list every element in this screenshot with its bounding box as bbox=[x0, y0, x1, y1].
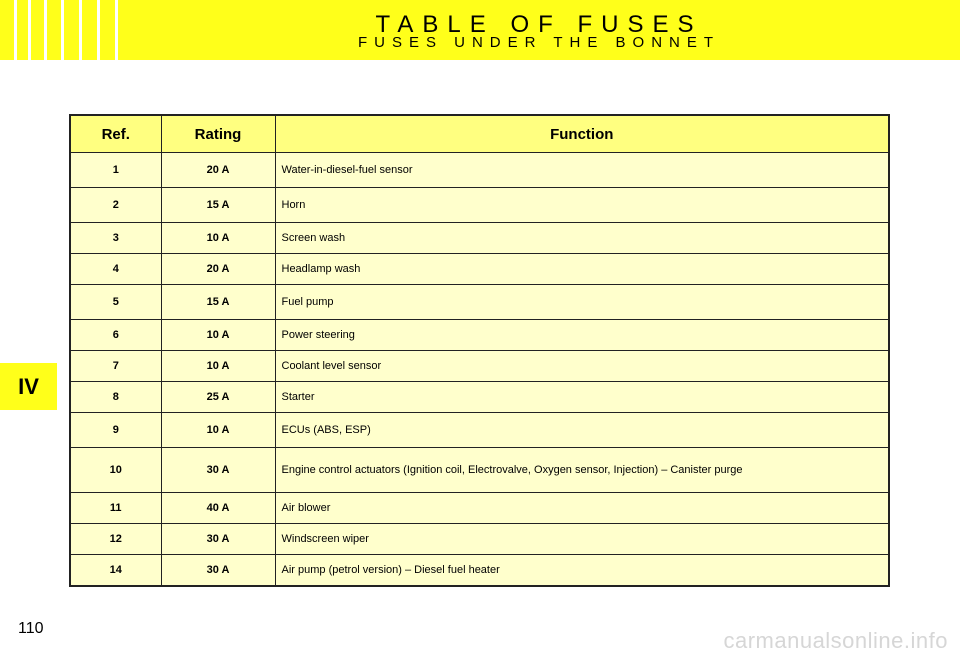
table-row bbox=[70, 285, 889, 320]
table-row bbox=[70, 524, 889, 555]
fuse-rating: 30 A bbox=[161, 524, 275, 555]
fuse-function: Fuel pump bbox=[275, 285, 889, 320]
table-row bbox=[70, 555, 889, 587]
fuse-ref: 11 bbox=[70, 493, 161, 524]
header-stripe bbox=[28, 0, 31, 60]
fuse-table bbox=[69, 114, 890, 587]
fuse-rating: 15 A bbox=[161, 188, 275, 223]
column-header-rating: Rating bbox=[161, 115, 275, 153]
fuse-rating: 20 A bbox=[161, 153, 275, 188]
fuse-function: Starter bbox=[275, 382, 889, 413]
chapter-tab: IV bbox=[0, 363, 57, 410]
fuse-function: Air pump (petrol version) – Diesel fuel heater bbox=[275, 555, 889, 587]
table-row bbox=[70, 320, 889, 351]
table-row bbox=[70, 223, 889, 254]
fuse-ref: 12 bbox=[70, 524, 161, 555]
fuse-function: Windscreen wiper bbox=[275, 524, 889, 555]
fuse-ref: 2 bbox=[70, 188, 161, 223]
page-title: TABLE OF FUSES bbox=[375, 11, 703, 38]
table-row bbox=[70, 254, 889, 285]
table-row bbox=[70, 382, 889, 413]
header-stripe bbox=[97, 0, 100, 60]
fuse-rating: 40 A bbox=[161, 493, 275, 524]
fuse-rating: 15 A bbox=[161, 285, 275, 320]
fuse-rating: 10 A bbox=[161, 320, 275, 351]
fuse-ref: 14 bbox=[70, 555, 161, 587]
table-row bbox=[70, 493, 889, 524]
fuse-function: ECUs (ABS, ESP) bbox=[275, 413, 889, 448]
table-header-row bbox=[70, 115, 889, 153]
column-header-ref: Ref. bbox=[70, 115, 161, 153]
header-stripe bbox=[14, 0, 17, 60]
fuse-ref: 8 bbox=[70, 382, 161, 413]
fuse-rating: 25 A bbox=[161, 382, 275, 413]
fuse-function: Headlamp wash bbox=[275, 254, 889, 285]
fuse-function: Coolant level sensor bbox=[275, 351, 889, 382]
fuse-function: Engine control actuators (Ignition coil, Electrovalve, Oxygen sensor, Injection) – Canister purge bbox=[275, 448, 889, 493]
table-row bbox=[70, 351, 889, 382]
fuse-ref: 3 bbox=[70, 223, 161, 254]
fuse-rating: 30 A bbox=[161, 448, 275, 493]
fuse-function: Horn bbox=[275, 188, 889, 223]
fuse-function: Power steering bbox=[275, 320, 889, 351]
header-band bbox=[0, 0, 960, 60]
header-stripe bbox=[44, 0, 47, 60]
fuse-rating: 30 A bbox=[161, 555, 275, 587]
page-subtitle: FUSES UNDER THE BONNET bbox=[357, 34, 721, 51]
table-row bbox=[70, 188, 889, 223]
fuse-rating: 10 A bbox=[161, 413, 275, 448]
fuse-ref: 10 bbox=[70, 448, 161, 493]
watermark: carmanualsonline.info bbox=[723, 628, 948, 653]
fuse-ref: 5 bbox=[70, 285, 161, 320]
fuse-function: Screen wash bbox=[275, 223, 889, 254]
page-number: 110 bbox=[18, 620, 44, 637]
fuse-ref: 6 bbox=[70, 320, 161, 351]
header-stripe bbox=[79, 0, 82, 60]
fuse-rating: 10 A bbox=[161, 223, 275, 254]
fuse-rating: 20 A bbox=[161, 254, 275, 285]
header-stripe bbox=[61, 0, 64, 60]
fuse-rating: 10 A bbox=[161, 351, 275, 382]
fuse-function: Water-in-diesel-fuel sensor bbox=[275, 153, 889, 188]
table-row bbox=[70, 413, 889, 448]
fuse-ref: 1 bbox=[70, 153, 161, 188]
fuse-ref: 9 bbox=[70, 413, 161, 448]
table-row bbox=[70, 153, 889, 188]
fuse-ref: 7 bbox=[70, 351, 161, 382]
fuse-ref: 4 bbox=[70, 254, 161, 285]
column-header-function: Function bbox=[275, 115, 889, 153]
table-row bbox=[70, 448, 889, 493]
fuse-function: Air blower bbox=[275, 493, 889, 524]
